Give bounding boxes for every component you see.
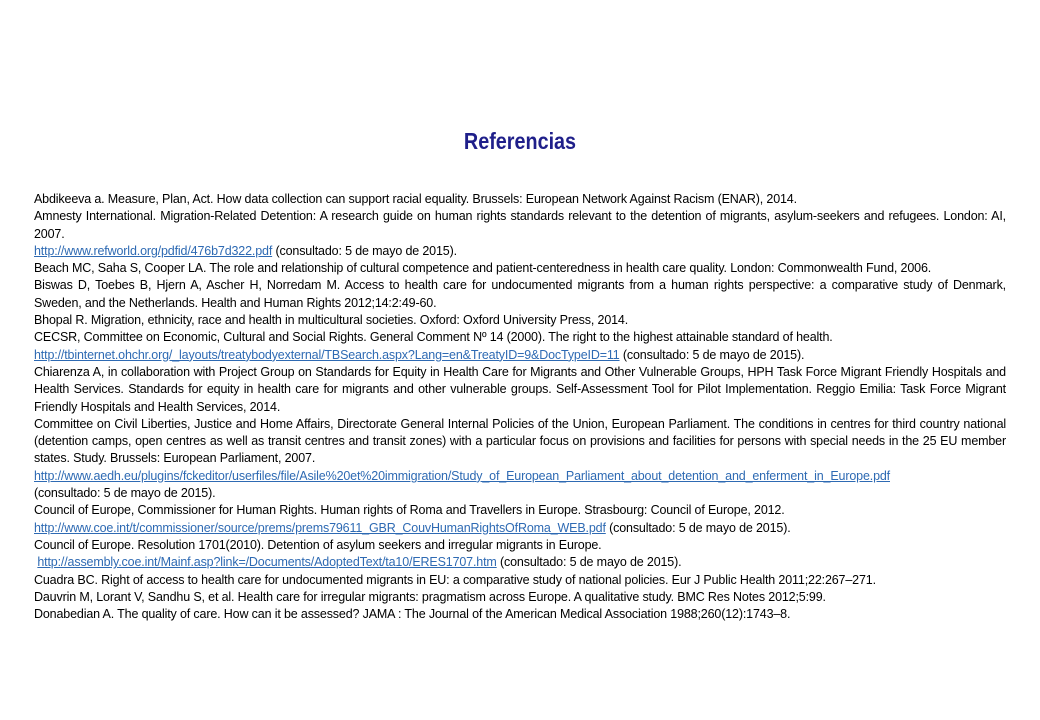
- reference-item: Council of Europe, Commissioner for Human Rights. Human rights of Roma and Travellers in Europe. Strasbourg: Council of Europe, 2012.: [34, 503, 785, 518]
- consult-note: (consultado: 5 de mayo de 2015).: [605, 520, 791, 535]
- reference-item: Bhopal R. Migration, ethnicity, race and health in multicultural societies. Oxford: Oxford University Press, 2014.: [34, 313, 629, 328]
- reference-item: Cuadra BC. Right of access to health care for undocumented migrants in EU: a comparative study of national policies. Eur J Public Health 2011;22:267–271.: [34, 572, 876, 587]
- reference-item: Chiarenza A, in collaboration with Project Group on Standards for Equity in Health Care for Migrants and Other Vulnerable Groups, HPH Task Force Migrant Friendly Hospitals and Health Services. Standards for equity in health care for migrants and other vulnerable groups. Self-Assessment Tool for Pilot Implementation. Reggio Emilia: Task Force Migrant Friendly Hospitals and Health Services, 2014.: [34, 364, 1006, 414]
- reference-item: Donabedian A. The quality of care. How can it be assessed? JAMA : The Journal of the American Medical Association 1988;260(12):1743–8.: [34, 607, 791, 622]
- reference-item: CECSR, Committee on Economic, Cultural and Social Rights. General Comment Nº 14 (2000). The right to the highest attainable standard of health.: [34, 330, 833, 345]
- consult-note: (consultado: 5 de mayo de 2015).: [272, 243, 457, 258]
- consult-note: (consultado: 5 de mayo de 2015).: [496, 555, 682, 570]
- reference-item: Amnesty International. Migration-Related Detention: A research guide on human rights standards relevant to the detention of migrants, asylum-seekers and refugees. London: AI, 2007.: [34, 209, 1006, 241]
- reference-item: Biswas D, Toebes B, Hjern A, Ascher H, Norredam M. Access to health care for undocumented migrants from a human rights perspective: a comparative study of Denmark, Sweden, and the Netherlands. Health and Human Rights 2012;14:2:49-60.: [34, 278, 1006, 310]
- consult-note: (consultado: 5 de mayo de 2015).: [34, 486, 216, 501]
- reference-link-line: [34, 468, 1006, 503]
- page-title: Referencias: [463, 128, 577, 154]
- reference-item: Dauvrin M, Lorant V, Sandhu S, et al. Health care for irregular migrants: pragmatism across Europe. A qualitative study. BMC Res Notes 2012;5:99.: [34, 589, 826, 604]
- reference-item: Abdikeeva a. Measure, Plan, Act. How data collection can support racial equality. Brussels: European Network Against Racism (ENAR), 2014.: [34, 192, 797, 206]
- reference-link-line: [34, 347, 1006, 364]
- reference-item: Beach MC, Saha S, Cooper LA. The role and relationship of cultural competence and patient-centeredness in health care quality. London: Commonwealth Fund, 2006.: [34, 261, 932, 276]
- reference-item: Council of Europe. Resolution 1701(2010). Detention of asylum seekers and irregular migrants in Europe.: [34, 537, 602, 552]
- reference-link-line: [34, 554, 1006, 571]
- reference-item: Committee on Civil Liberties, Justice and Home Affairs, Directorate General Internal Policies of the Union, European Parliament. The conditions in centres for third country national (detention camps, open centres as well as transit centres and transit zones) with a particular focus on provisions and facilities for persons with special needs in the 25 EU member states. Study. Brussels: European Parliament, 2007.: [34, 416, 1006, 466]
- reference-link-line: [34, 520, 1006, 537]
- reference-link[interactable]: http://www.refworld.org/pdfid/476b7d322.pdf: [34, 243, 273, 258]
- consult-note: (consultado: 5 de mayo de 2015).: [619, 347, 805, 362]
- reference-link[interactable]: http://tbinternet.ohchr.org/_layouts/treatybodyexternal/TBSearch.aspx?Lang=en&TreatyID=9&DocTypeID=11: [34, 347, 620, 362]
- reference-link[interactable]: http://assembly.coe.int/Mainf.asp?link=/Documents/AdoptedText/ta10/ERES1707.htm: [37, 555, 497, 570]
- reference-list: [34, 191, 1006, 623]
- reference-link[interactable]: http://www.coe.int/t/commissioner/source/prems/prems79611_GBR_CouvHumanRightsOfRoma_WEB.pdf: [34, 520, 606, 535]
- reference-link[interactable]: http://www.aedh.eu/plugins/fckeditor/userfiles/file/Asile%20et%20immigration/Study_of_European_Parliament_about_detention_and_enferment_in_Europe.pdf: [34, 468, 890, 483]
- reference-link-line: [34, 243, 1006, 260]
